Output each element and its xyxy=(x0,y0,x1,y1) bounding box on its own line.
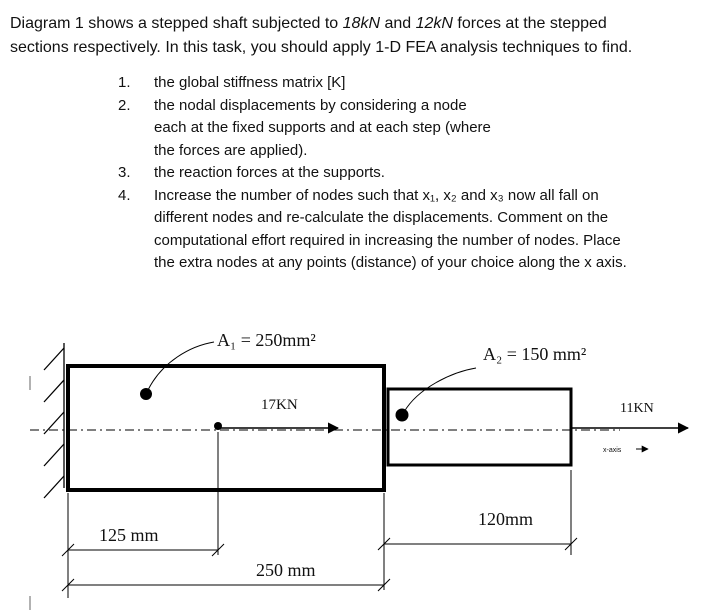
intro-text: Diagram 1 shows a stepped shaft subjected to xyxy=(10,15,343,32)
task-line: the forces are applied). xyxy=(154,141,308,159)
task-line: the reaction forces at the supports. xyxy=(154,164,385,181)
intro-text: forces at the stepped xyxy=(452,15,607,32)
task-line: computational effort required in increasing the number of nodes. Place xyxy=(154,231,621,249)
intro-line-2: sections respectively. In this task, you should apply 1-D FEA analysis techniques to find. xyxy=(10,39,633,56)
task-line: the global stiffness matrix [K] xyxy=(154,74,346,91)
force-value-1: 18kN xyxy=(342,15,380,32)
task-line: each at the fixed supports and at each step (where xyxy=(154,119,491,136)
shaft-section-2 xyxy=(388,389,571,465)
task-number: 4. xyxy=(118,186,131,204)
task-number: 2. xyxy=(118,96,131,114)
task-line: the nodal displacements by considering a node xyxy=(154,96,467,114)
dimension-label-125mm: 125 mm xyxy=(99,525,159,545)
area-label-a2: A₂ = 150 mm² xyxy=(483,344,587,364)
axis-label: x-axis xyxy=(603,447,622,454)
leader-dot-a2 xyxy=(396,409,409,422)
task-line: Increase the number of nodes such that x₁, x₂ and x₃ now all fall on xyxy=(154,186,599,204)
task-number: 1. xyxy=(118,74,131,91)
intro-text: and xyxy=(380,15,416,32)
force-label-11kn: 11KN xyxy=(620,401,654,416)
fixed-support-wall xyxy=(44,343,64,498)
leader-dot-a1 xyxy=(140,388,152,400)
task-number: 3. xyxy=(118,164,131,181)
dimension-label-250mm: 250 mm xyxy=(256,560,316,580)
dimension-label-120mm: 120mm xyxy=(478,509,534,529)
force-label-17kn: 17KN xyxy=(261,397,298,413)
force-value-2: 12kN xyxy=(415,15,453,32)
area-label-a1: A₁ = 250mm² xyxy=(217,330,316,350)
task-line: different nodes and re-calculate the displacements. Comment on the xyxy=(154,209,609,226)
task-line: the extra nodes at any points (distance) of your choice along the x axis. xyxy=(154,254,627,271)
